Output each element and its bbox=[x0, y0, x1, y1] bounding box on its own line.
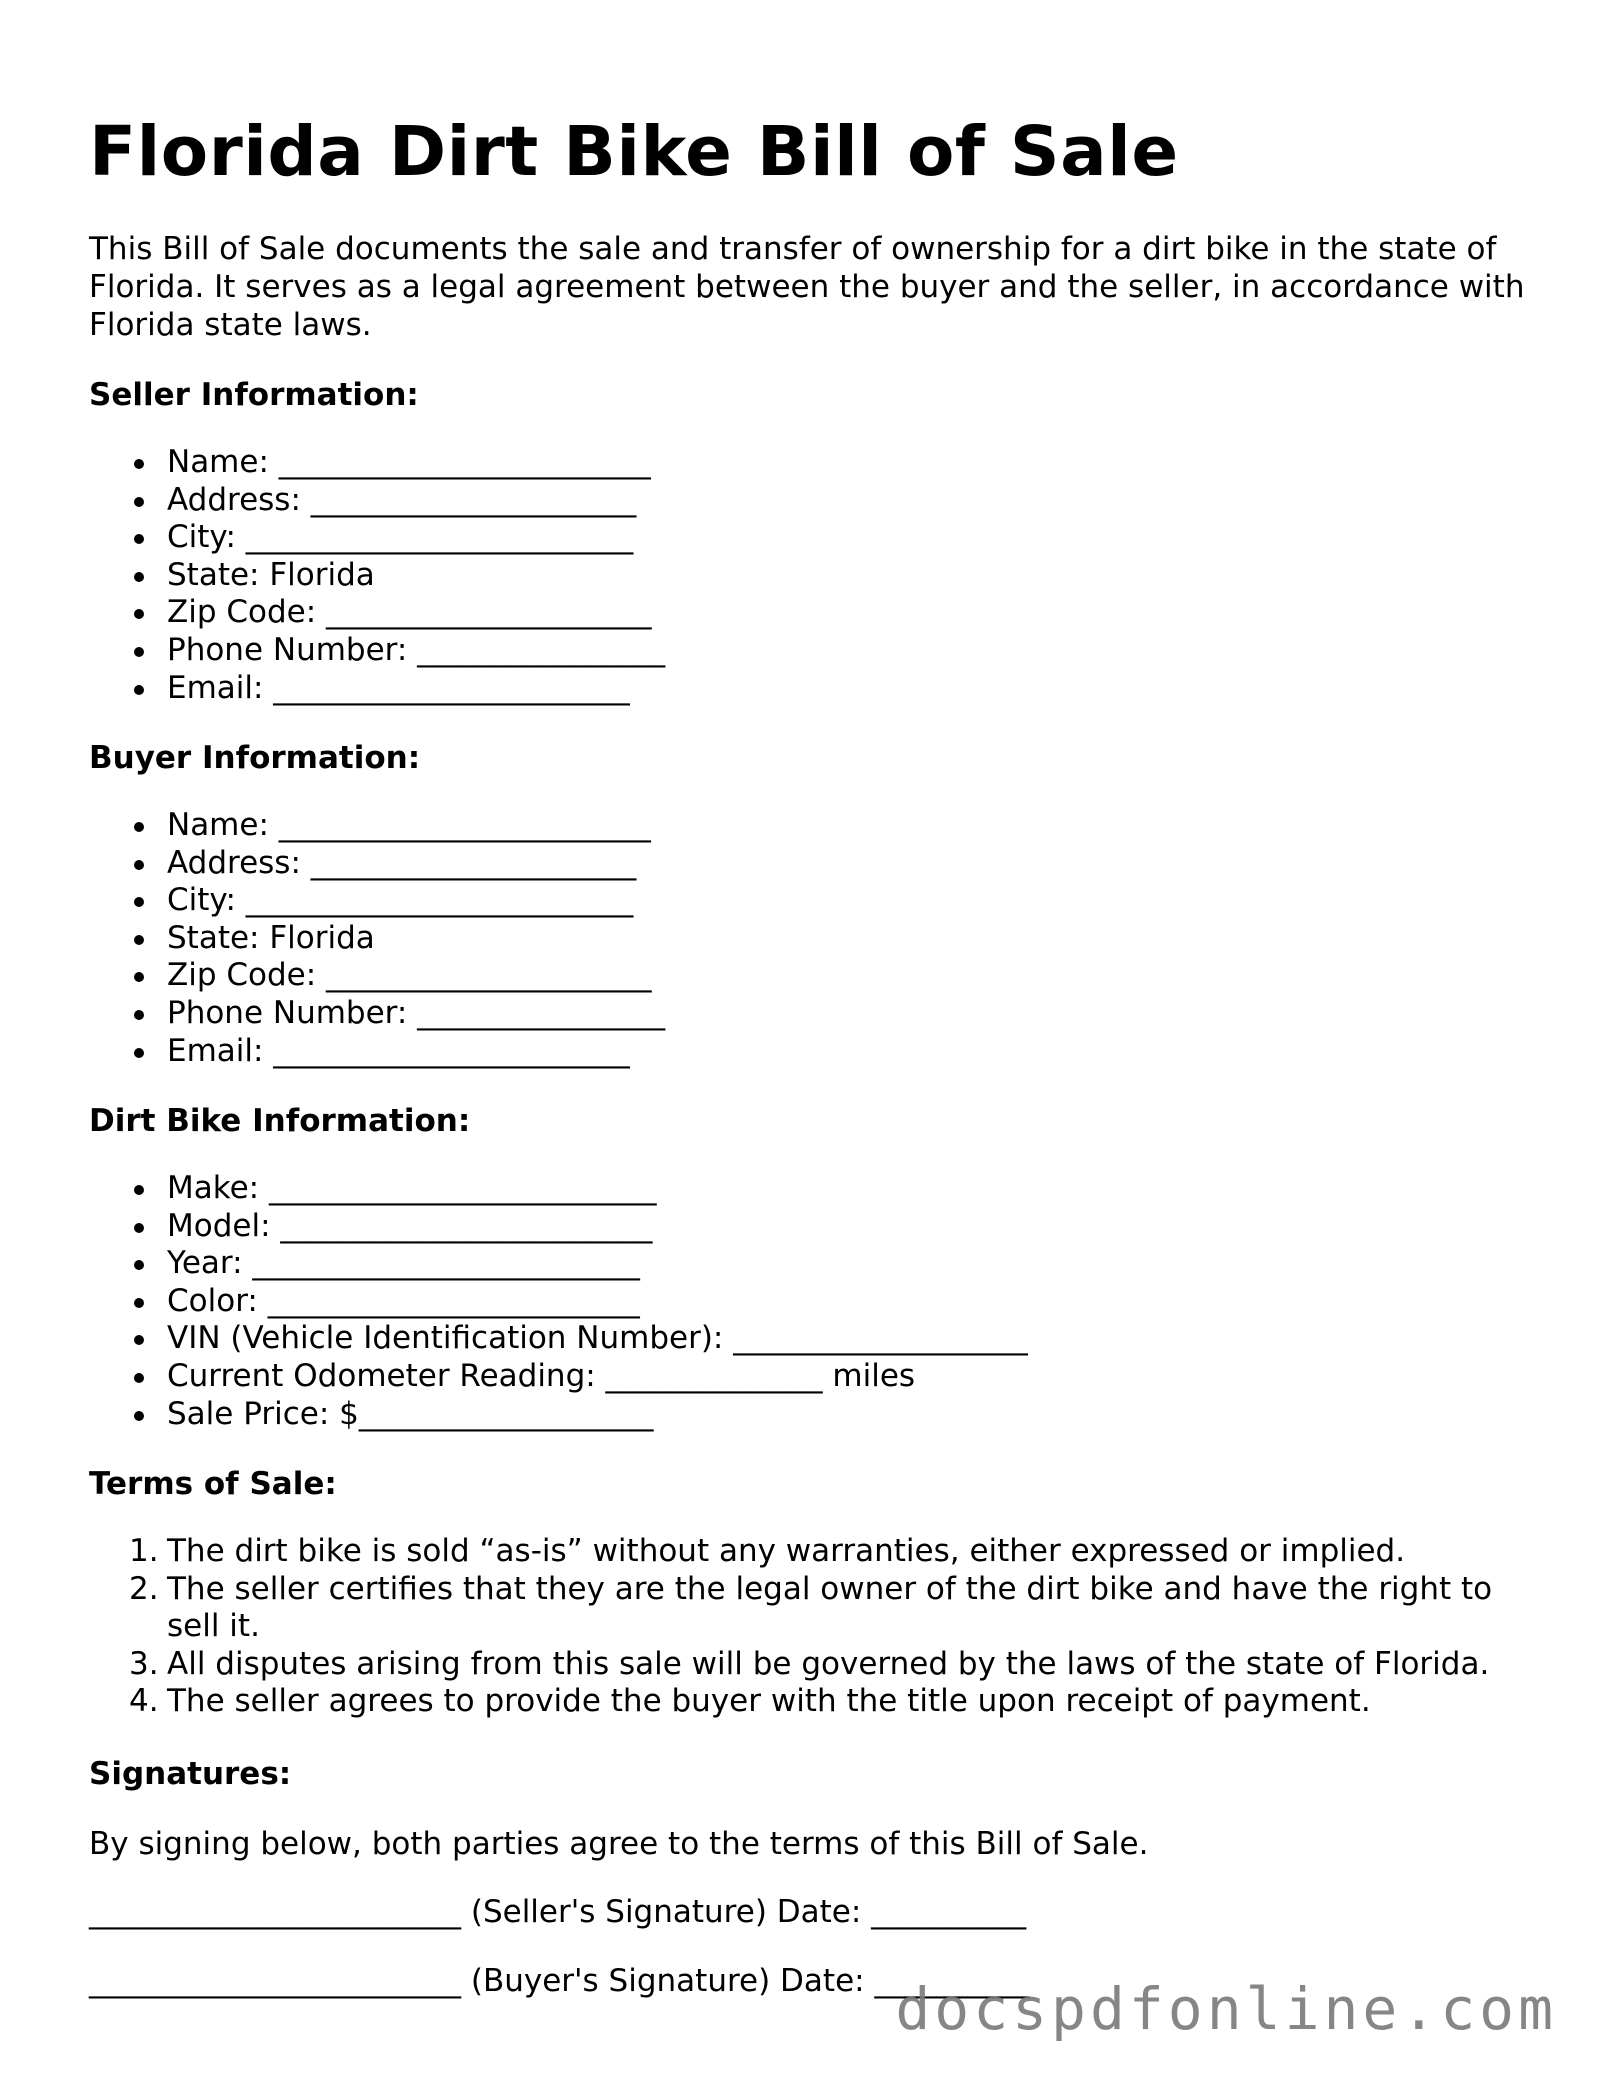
buyer-signature-line: ________________________ (Buyer's Signature) Date: __________ bbox=[89, 1963, 1030, 1999]
buyer-field-name: Name: ________________________ bbox=[89, 807, 1529, 845]
bullet-icon bbox=[134, 1298, 144, 1308]
bullet-icon bbox=[134, 685, 144, 695]
seller-field-name: Name: ________________________ bbox=[89, 444, 1529, 482]
buyer-field-state: State: Florida bbox=[89, 920, 1529, 958]
bullet-icon bbox=[134, 497, 144, 507]
bullet-icon bbox=[134, 534, 144, 544]
bike-fields bbox=[89, 1170, 1529, 1433]
bullet-icon bbox=[134, 572, 144, 582]
bike-field-color: Color: ________________________ bbox=[89, 1283, 1529, 1321]
terms-list bbox=[89, 1533, 1529, 1721]
signatures-heading: Signatures: bbox=[89, 1756, 292, 1792]
buyer-field-city: City: _________________________ bbox=[89, 882, 1529, 920]
buyer-heading: Buyer Information: bbox=[89, 740, 421, 776]
bike-field-odometer: Current Odometer Reading: ______________ miles bbox=[89, 1358, 1529, 1396]
bullet-icon bbox=[134, 860, 144, 870]
term-item: 3. All disputes arising from this sale will be governed by the laws of the state of Florida. bbox=[129, 1645, 1490, 1682]
terms-heading: Terms of Sale: bbox=[89, 1466, 337, 1502]
bullet-icon bbox=[134, 1010, 144, 1020]
bullet-icon bbox=[134, 972, 144, 982]
seller-field-city: City: _________________________ bbox=[89, 519, 1529, 557]
bike-field-model: Model: ________________________ bbox=[89, 1208, 1529, 1246]
bullet-icon bbox=[134, 1185, 144, 1195]
bike-heading: Dirt Bike Information: bbox=[89, 1103, 471, 1139]
bullet-icon bbox=[134, 822, 144, 832]
seller-field-state: State: Florida bbox=[89, 557, 1529, 595]
bike-field-vin: VIN (Vehicle Identification Number): ___________________ bbox=[89, 1320, 1529, 1358]
bullet-icon bbox=[134, 647, 144, 657]
bullet-icon bbox=[134, 1223, 144, 1233]
seller-signature-line: ________________________ (Seller's Signature) Date: __________ bbox=[89, 1894, 1027, 1930]
buyer-field-zip: Zip Code: _____________________ bbox=[89, 957, 1529, 995]
seller-fields bbox=[89, 444, 1529, 707]
seller-field-email: Email: _______________________ bbox=[89, 670, 1529, 708]
bullet-icon bbox=[134, 1048, 144, 1058]
bike-field-make: Make: _________________________ bbox=[89, 1170, 1529, 1208]
bullet-icon bbox=[134, 1335, 144, 1345]
seller-field-zip: Zip Code: _____________________ bbox=[89, 594, 1529, 632]
intro-paragraph: This Bill of Sale documents the sale and transfer of ownership for a dirt bike in the state of Florida. It serves as a legal agreement between the buyer and the seller, in accordance with Florida state laws. bbox=[89, 231, 1525, 343]
term-item: 4. The seller agrees to provide the buyer with the title upon receipt of payment. bbox=[129, 1683, 1371, 1720]
term-item: 2. The seller certifies that they are the legal owner of the dirt bike and have the right to sell it. bbox=[129, 1570, 1493, 1645]
bullet-icon bbox=[134, 1373, 144, 1383]
term-item: 1. The dirt bike is sold “as-is” without any warranties, either expressed or implied. bbox=[129, 1533, 1406, 1569]
signatures-statement: By signing below, both parties agree to the terms of this Bill of Sale. bbox=[89, 1826, 1149, 1862]
bullet-icon bbox=[134, 609, 144, 619]
buyer-field-address: Address: _____________________ bbox=[89, 845, 1529, 883]
seller-heading: Seller Information: bbox=[89, 377, 419, 413]
bullet-icon bbox=[134, 1260, 144, 1270]
bike-field-price: Sale Price: $___________________ bbox=[89, 1396, 1529, 1434]
buyer-fields bbox=[89, 807, 1529, 1070]
buyer-field-phone: Phone Number: ________________ bbox=[89, 995, 1529, 1033]
bullet-icon bbox=[134, 459, 144, 469]
buyer-field-email: Email: _______________________ bbox=[89, 1033, 1529, 1071]
seller-field-address: Address: _____________________ bbox=[89, 482, 1529, 520]
watermark-text: docspdfonline.com bbox=[895, 1975, 1557, 2043]
page-title: Florida Dirt Bike Bill of Sale bbox=[89, 112, 1179, 192]
bullet-icon bbox=[134, 935, 144, 945]
bullet-icon bbox=[134, 1411, 144, 1421]
bullet-icon bbox=[134, 897, 144, 907]
seller-field-phone: Phone Number: ________________ bbox=[89, 632, 1529, 670]
bike-field-year: Year: _________________________ bbox=[89, 1245, 1529, 1283]
